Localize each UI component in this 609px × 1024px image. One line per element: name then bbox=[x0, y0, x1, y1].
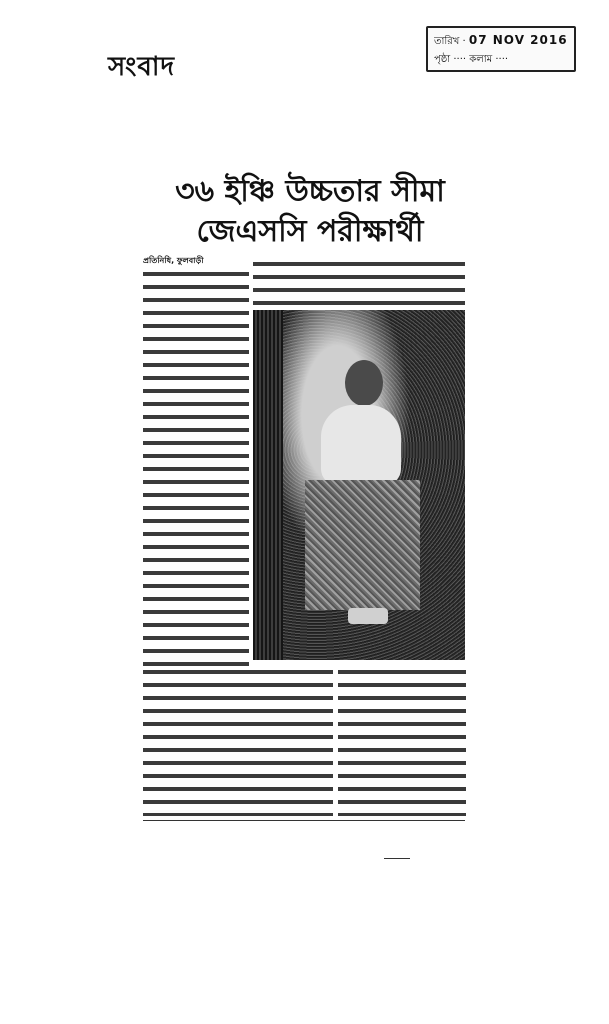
stamp-page-label: পৃষ্ঠা bbox=[434, 54, 451, 65]
photo-figure-shirt bbox=[321, 405, 401, 485]
article-body-right-bottom bbox=[338, 666, 466, 816]
article-body-left-bottom bbox=[143, 666, 333, 816]
photo-figure-feet bbox=[348, 608, 388, 624]
photo-figure-head bbox=[345, 360, 383, 406]
headline-line-1: ৩৬ ইঞ্চি উচ্চতার সীমা bbox=[175, 174, 445, 209]
stamp-date-label: তারিখ bbox=[434, 36, 460, 47]
clipping-date-stamp: তারিখ · 07 NOV 2016 পৃষ্ঠা ···· কলাম ···· bbox=[426, 26, 576, 72]
page-mark bbox=[384, 858, 410, 859]
article-body-right-top bbox=[253, 258, 465, 306]
photo-figure-skirt bbox=[305, 480, 420, 610]
headline-line-2: জেএসসি পরীক্ষার্থী bbox=[196, 214, 424, 249]
photo-door bbox=[253, 310, 283, 660]
article-body-left-column bbox=[143, 268, 249, 670]
article-dateline: প্রতিনিধি, ফুলবাড়ী bbox=[143, 256, 204, 265]
stamp-date-value: 07 NOV 2016 bbox=[468, 33, 568, 47]
article-bottom-rule bbox=[143, 820, 465, 821]
student-photo bbox=[253, 310, 465, 660]
stamp-column-label: কলাম bbox=[469, 54, 493, 65]
newspaper-masthead: সংবাদ bbox=[108, 52, 176, 82]
